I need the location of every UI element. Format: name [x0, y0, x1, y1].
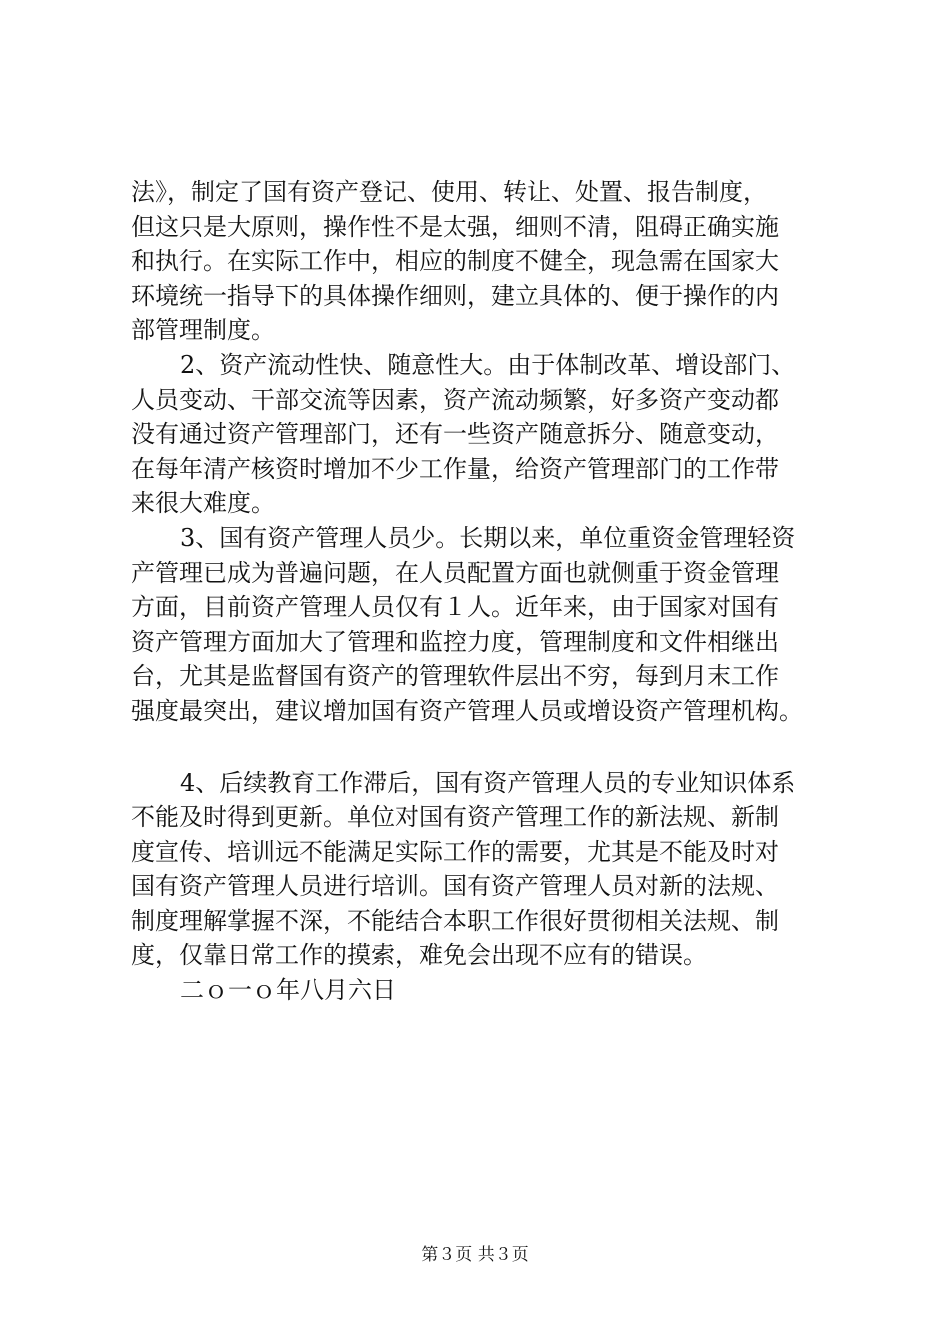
text-line: 人员变动、干部交流等因素，资产流动频繁，好多资产变动都 — [131, 385, 779, 414]
paragraph-1 — [131, 175, 831, 348]
text-line: 制度理解掌握不深，不能结合本职工作很好贯彻相关法规、制 — [131, 906, 779, 935]
text-line: 法》，制定了国有资产登记、使用、转让、处置、报告制度， — [131, 178, 767, 206]
text-line: 部管理制度。 — [131, 316, 275, 345]
text-line: 3、国有资产管理人员少。长期以来，单位重资金管理轻资 — [180, 523, 796, 552]
paragraph-spacer — [131, 729, 831, 766]
page-number-footer: 第３页 共３页 — [421, 1245, 529, 1265]
text-line: 国有资产管理人员进行培训。国有资产管理人员对新的法规、 — [131, 872, 779, 901]
document-date: 二ｏ一ｏ年八月六日 — [180, 976, 396, 1005]
paragraph-2 — [131, 348, 831, 521]
text-line: 度，仅靠日常工作的摸索，难免会出现不应有的错误。 — [131, 941, 707, 970]
text-line: 4、后续教育工作滞后，国有资产管理人员的专业知识体系 — [180, 768, 796, 797]
document-body — [131, 175, 831, 1008]
text-line: 产管理已成为普遍问题，在人员配置方面也就侧重于资金管理 — [131, 558, 779, 587]
text-line: 来很大难度。 — [131, 489, 275, 518]
paragraph-4 — [131, 766, 831, 974]
text-line: 度宣传、培训远不能满足实际工作的需要，尤其是不能及时对 — [131, 837, 779, 866]
text-line: 和执行。在实际工作中，相应的制度不健全，现急需在国家大 — [131, 247, 779, 276]
text-line: 但这只是大原则，操作性不是太强，细则不清，阻碍正确实施 — [131, 212, 779, 241]
text-line: 2、资产流动性快、随意性大。由于体制改革、增设部门、 — [180, 350, 796, 379]
paragraph-3 — [131, 521, 831, 729]
text-line: 不能及时得到更新。单位对国有资产管理工作的新法规、新制 — [131, 803, 779, 832]
text-line: 强度最突出，建议增加国有资产管理人员或增设资产管理机构。 — [131, 696, 803, 725]
text-line: 环境统一指导下的具体操作细则，建立具体的、便于操作的内 — [131, 281, 779, 310]
text-line: 方面，目前资产管理人员仅有１人。近年来，由于国家对国有 — [131, 593, 779, 622]
text-line: 在每年清产核资时增加不少工作量，给资产管理部门的工作带 — [131, 454, 779, 483]
text-line: 没有通过资产管理部门，还有一些资产随意拆分、随意变动， — [131, 420, 779, 449]
text-line: 台，尤其是监督国有资产的管理软件层出不穷，每到月末工作 — [131, 662, 779, 691]
text-line: 资产管理方面加大了管理和监控力度，管理制度和文件相继出 — [131, 627, 779, 656]
